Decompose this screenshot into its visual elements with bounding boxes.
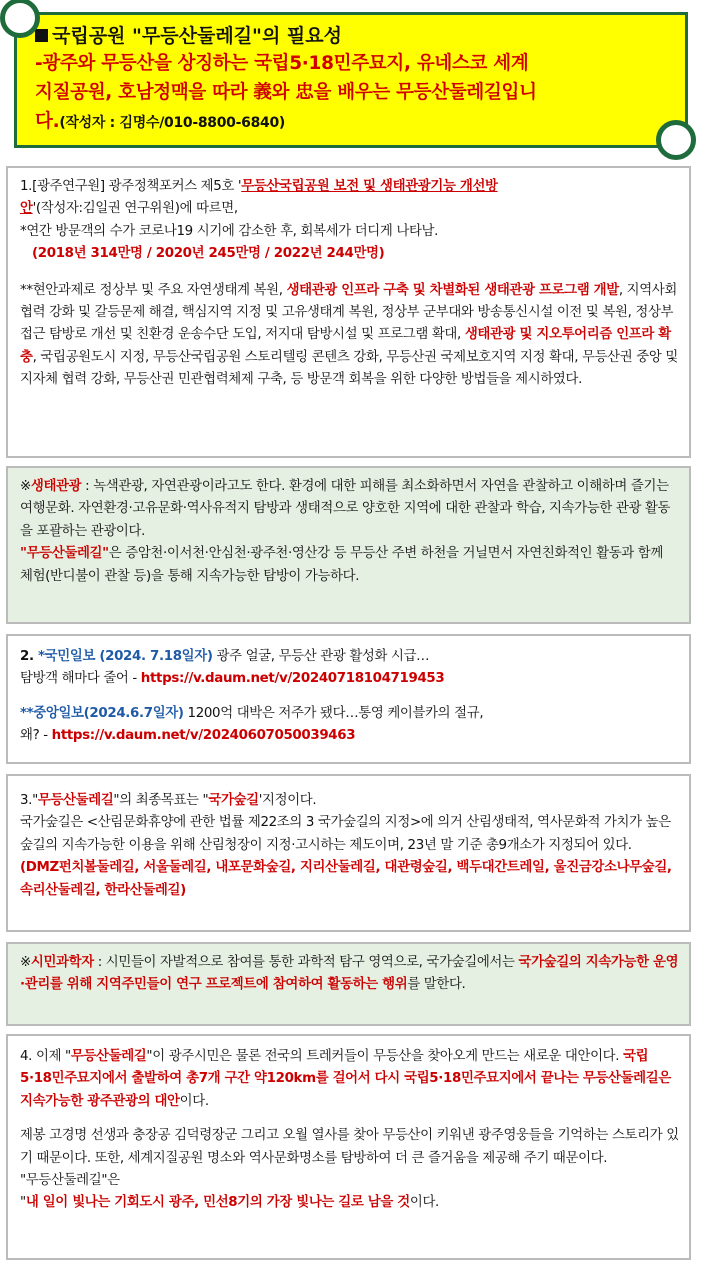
subtitle-line-2: 지질공원, 호남정맥을 따라 義와 忠을 배우는 무등산둘레길입니 xyxy=(35,82,537,103)
story-reason-text: 제봉 고경명 선생과 충장공 김덕령장군 그리고 오월 열사를 찾아 무등산이 키워낸 광주영웅들을 기억하는 스토리가 있기 때문이다. 또한, 세계지질공원 명소와 역사문화명소를 탐방하여 더 큰 즐거움을 제공해 주기 때문이다. xyxy=(20,1128,679,1166)
report-author: '(작성자:김일권 연구위원)에 따르면, xyxy=(32,201,238,217)
header-banner xyxy=(14,12,688,148)
news-headline-2: 1200억 대박은 저주가 됐다…통영 케이블카의 절규, xyxy=(183,705,484,721)
news-source-kukmin: *국민일보 (2024. 7.18일자) xyxy=(38,649,213,664)
citizen-scientist-definition: ※시민과학자 : 시민들이 자발적으로 참여를 통한 과학적 탐구 영역으로, 국가숲길에서는 국가숲길의 지속가능한 운영·관리를 위해 지역주민들이 연구 프로젝트에 참여하여 활동하는 행위를 말한다. xyxy=(20,955,679,993)
section-research-summary xyxy=(6,166,691,458)
section-citizen-scientist xyxy=(6,942,691,1026)
section-ecotourism-definition xyxy=(6,466,691,624)
news-source-joongang: **중앙일보(2024.6.7일자) xyxy=(20,705,184,721)
alternative-proposal: 4. 이제 "무등산둘레길"이 광주시민은 물론 전국의 트레커들이 무등산을 찾아오게 만드는 새로운 대안이다. 국립5·18민주묘지에서 출발하여 총7개 구간 약120km를 걸어서 다시 국립5·18민주묘지에서 끝나는 무등산둘레길은 지속가능한 광주관광의 대안이다. xyxy=(20,1049,671,1109)
subtitle-line-3: 다. xyxy=(35,111,60,132)
subtitle-line-1: -광주와 무등산을 상징하는 국립5·18민주묘지, 유네스코 세계 xyxy=(35,53,529,74)
square-bullet-icon xyxy=(35,29,48,42)
visitor-trend-text: *연간 방문객의 수가 코로나19 시기에 감소한 후, 회복세가 더디게 나타남. xyxy=(20,223,439,239)
author-info: (작성자 : 김명수/010-8800-6840) xyxy=(59,115,285,131)
visitor-numbers: (2018년 314만명 / 2020년 245만명 / 2022년 244만명) xyxy=(32,246,385,262)
designated-trails-list: (DMZ펀치볼둘레길, 서울둘레길, 내포문화숲길, 지리산둘레길, 대관령숲길, 백두대간트레일, 울진금강소나무숲길, 속리산둘레길, 한라산둘레길) xyxy=(20,860,672,898)
section-news-links: 2. *국민일보 (2024. 7.18일자) 광주 얼굴, 무등산 관광 활성화 시급… 탐방객 해마다 줄어 - https://v.daum.net/v/20240718104719453 **중앙일보(2024.6.7일자) 1200억 대박은 저주가 됐다…통영 케이블카의 절규, 왜? - https://v.daum.net/v/20240607050039463 xyxy=(6,634,691,764)
national-forest-trail-definition: 국가숲길은 <산림문화휴양에 관한 법률 제22조의 3 국가숲길의 지정>에 의거 산림생태적, 역사문화적 가치가 높은 숲길의 지속가능한 이용을 위해 산림청장이 지정·고시하는 제도이며, 23년 말 기준 총9개소가 지정되어 있다. xyxy=(20,815,671,853)
page-title: 국립공원 "무등산둘레길"의 필요성 xyxy=(52,25,342,47)
report-title: 무등산국립공원 보전 및 생태관광기능 개선방 xyxy=(241,179,498,194)
ecotourism-definition: ※생태관광 : 녹색관광, 자연관광이라고도 한다. 환경에 대한 피해를 최소화하면서 자연을 관찰하고 이해하며 즐기는 여행문화. 자연환경·고유문화·역사유적지 탐방과 생태적으로 양호한 지역에 대한 관찰과 학습, 지속가능한 관광 활동을 포괄하는 관광이다. xyxy=(20,479,671,539)
closing-statement: "내 일이 빛나는 기회도시 광주, 민선8기의 가장 빛나는 길로 남을 것이다. xyxy=(20,1195,439,1211)
policy-tasks-paragraph: **현안과제로 정상부 및 주요 자연생태계 복원, 생태관광 인프라 구축 및 차별화된 생태관광 프로그램 개발, 지역사회 협력 강화 및 갈등문제 해결, 핵심지역 지정 및 고유생태계 복원, 정상부 군부대와 방송통신시설 이전 및 복원, 정상부 접근 탐방로 개선 및 친환경 운송수단 도입, 저지대 탐방시설 및 프로그램 확대, 생태관광 및 지오투어리즘 인프라 확충, 국립공원도시 지정, 무등산국립공원 스토리텔링 콘텐츠 강화, 무등산권 국제보호지역 지정 확대, 무등산권 중앙 및 지자체 협력 강화, 무등산권 민관협력체제 구축, 등 방문객 회복을 위한 다양한 방법들을 제시하였다. xyxy=(20,282,678,388)
decor-circle-bottom-right xyxy=(656,120,696,160)
section-conclusion xyxy=(6,1034,691,1260)
news-link-1[interactable]: https://v.daum.net/v/20240718104719453 xyxy=(140,671,445,687)
section-national-forest-trail xyxy=(6,774,691,932)
news-link-2[interactable]: https://v.daum.net/v/20240607050039463 xyxy=(51,728,356,744)
dulle-trail-description: "무등산둘레길"은 증암천·이서천·안심천·광주천·영산강 등 무등산 주변 하천을 거닐면서 자연친화적인 활동과 함께 체험(반디불이 관찰 등)을 통해 지속가능한 탐방이 가능하다. xyxy=(20,546,663,584)
final-goal-line: 3."무등산둘레길"의 최종목표는 "국가숲길'지정이다. xyxy=(20,793,317,808)
report-source: 1.[광주연구원] 광주정책포커스 제5호 ' xyxy=(20,179,242,194)
trail-name-line: "무등산둘레길"은 xyxy=(20,1173,120,1189)
news-headline-1: 광주 얼굴, 무등산 관광 활성화 시급… xyxy=(212,649,430,664)
report-title-end: 안 xyxy=(20,201,33,217)
